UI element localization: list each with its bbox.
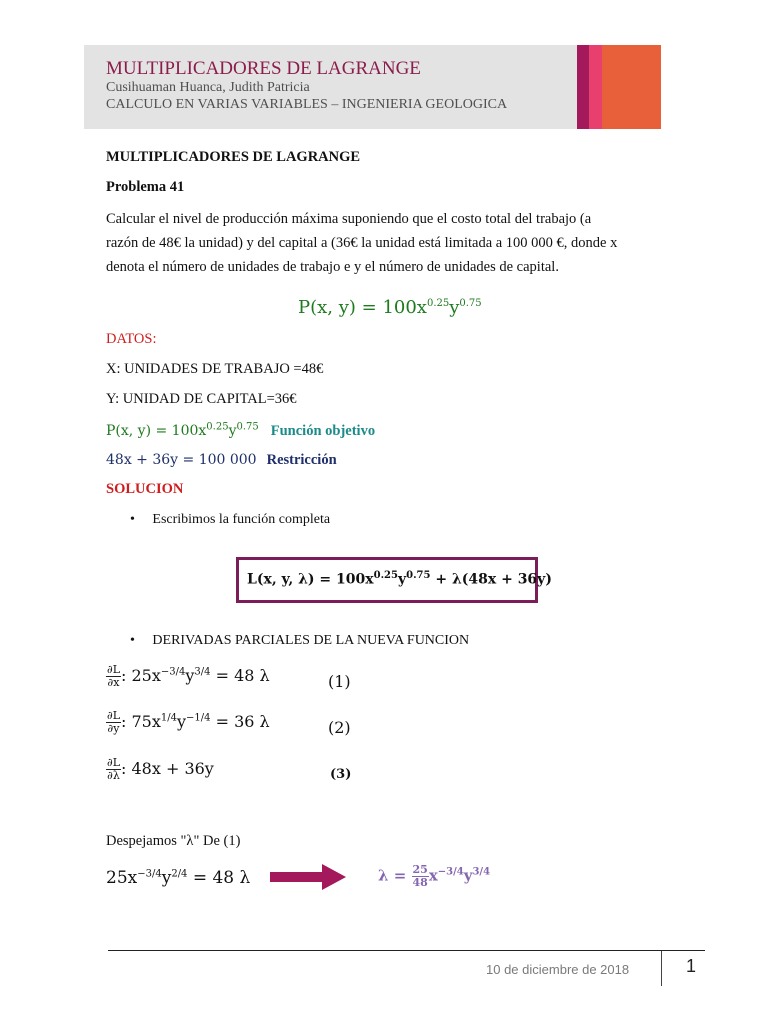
despejamos-text: Despejamos "λ" De (1) bbox=[106, 833, 241, 849]
derivative-1-tag: (1) bbox=[328, 672, 351, 691]
right-arrow-icon bbox=[270, 864, 346, 890]
dato-y: Y: UNIDAD DE CAPITAL=36€ bbox=[106, 391, 297, 407]
derivative-3-tag: (3) bbox=[330, 767, 352, 782]
dato-x: X: UNIDADES DE TRABAJO =48€ bbox=[106, 361, 324, 377]
header-accent-bar-orange bbox=[602, 45, 661, 129]
section-heading: MULTIPLICADORES DE LAGRANGE bbox=[106, 149, 361, 165]
page-number-box bbox=[661, 951, 707, 986]
bullet-item-1: • Escribimos la función completa bbox=[130, 512, 331, 527]
derivative-1: $\frac{\partial L}{\partial x}$ : $25x^{-3/4}y^{3/4} = 48$ λ bbox=[107, 663, 270, 689]
lagrangian-formula: L(x, y, $\lambda) = 100x^{0.25}y^{0.75} + \lambda(48x + 36y)$ bbox=[247, 570, 552, 588]
page-number: 1 bbox=[686, 956, 697, 976]
constraint-line: 48x + 36y = 100 000 Restricción bbox=[106, 452, 337, 468]
bullet-item-2: • DERIVADAS PARCIALES DE LA NUEVA FUNCION bbox=[130, 633, 470, 648]
derivative-3: $\frac{\partial L}{\partial\lambda}$ : 48x + 36y bbox=[107, 756, 214, 782]
datos-label: DATOS: bbox=[106, 331, 157, 347]
problem-statement: Calcular el nivel de producción máxima suponiendo que el costo total del trabajo (a razón de 48€ la unidad) y del capital a (36€ la unidad está limitada a 100 000 €, donde x denota el número de unidades de trabajo e y el número de unidades de capital. bbox=[106, 211, 618, 275]
objective-label: Función objetivo bbox=[270, 422, 376, 439]
header-accent-bar-pink bbox=[589, 45, 602, 129]
header-course: CALCULO EN VARIAS VARIABLES – INGENIERIA GEOLOGICA bbox=[106, 97, 508, 112]
objective-line: P(x, $y) = 100x^{0.25}y^{0.75}$ Función objetivo bbox=[106, 421, 376, 439]
derivative-2: $\frac{\partial L}{\partial y}$ : $75x^{1/4}y^{-1/4} = 36$ λ bbox=[107, 709, 270, 735]
equation-lambda-left: $25x^{-3/4}y^{2/4} = 48$ λ bbox=[106, 868, 251, 888]
header-accent-bar-dark bbox=[577, 45, 589, 129]
footer-divider bbox=[108, 950, 705, 951]
solucion-label: SOLUCION bbox=[106, 481, 184, 497]
main-formula: P(x, $y) = 100x^{0.25}y^{0.75}$ bbox=[298, 297, 482, 318]
footer-date: 10 de diciembre de 2018 bbox=[486, 962, 630, 977]
problem-title: Problema 41 bbox=[106, 179, 185, 195]
header-author: Cusihuaman Huanca, Judith Patricia bbox=[106, 80, 310, 95]
constraint-label: Restricción bbox=[266, 452, 337, 468]
header-title: MULTIPLICADORES DE LAGRANGE bbox=[106, 58, 421, 79]
lambda-solution: λ = $\frac{25}{48}$ $x^{-3/4}y^{3/4}$ bbox=[378, 863, 491, 889]
derivative-2-tag: (2) bbox=[328, 718, 351, 737]
